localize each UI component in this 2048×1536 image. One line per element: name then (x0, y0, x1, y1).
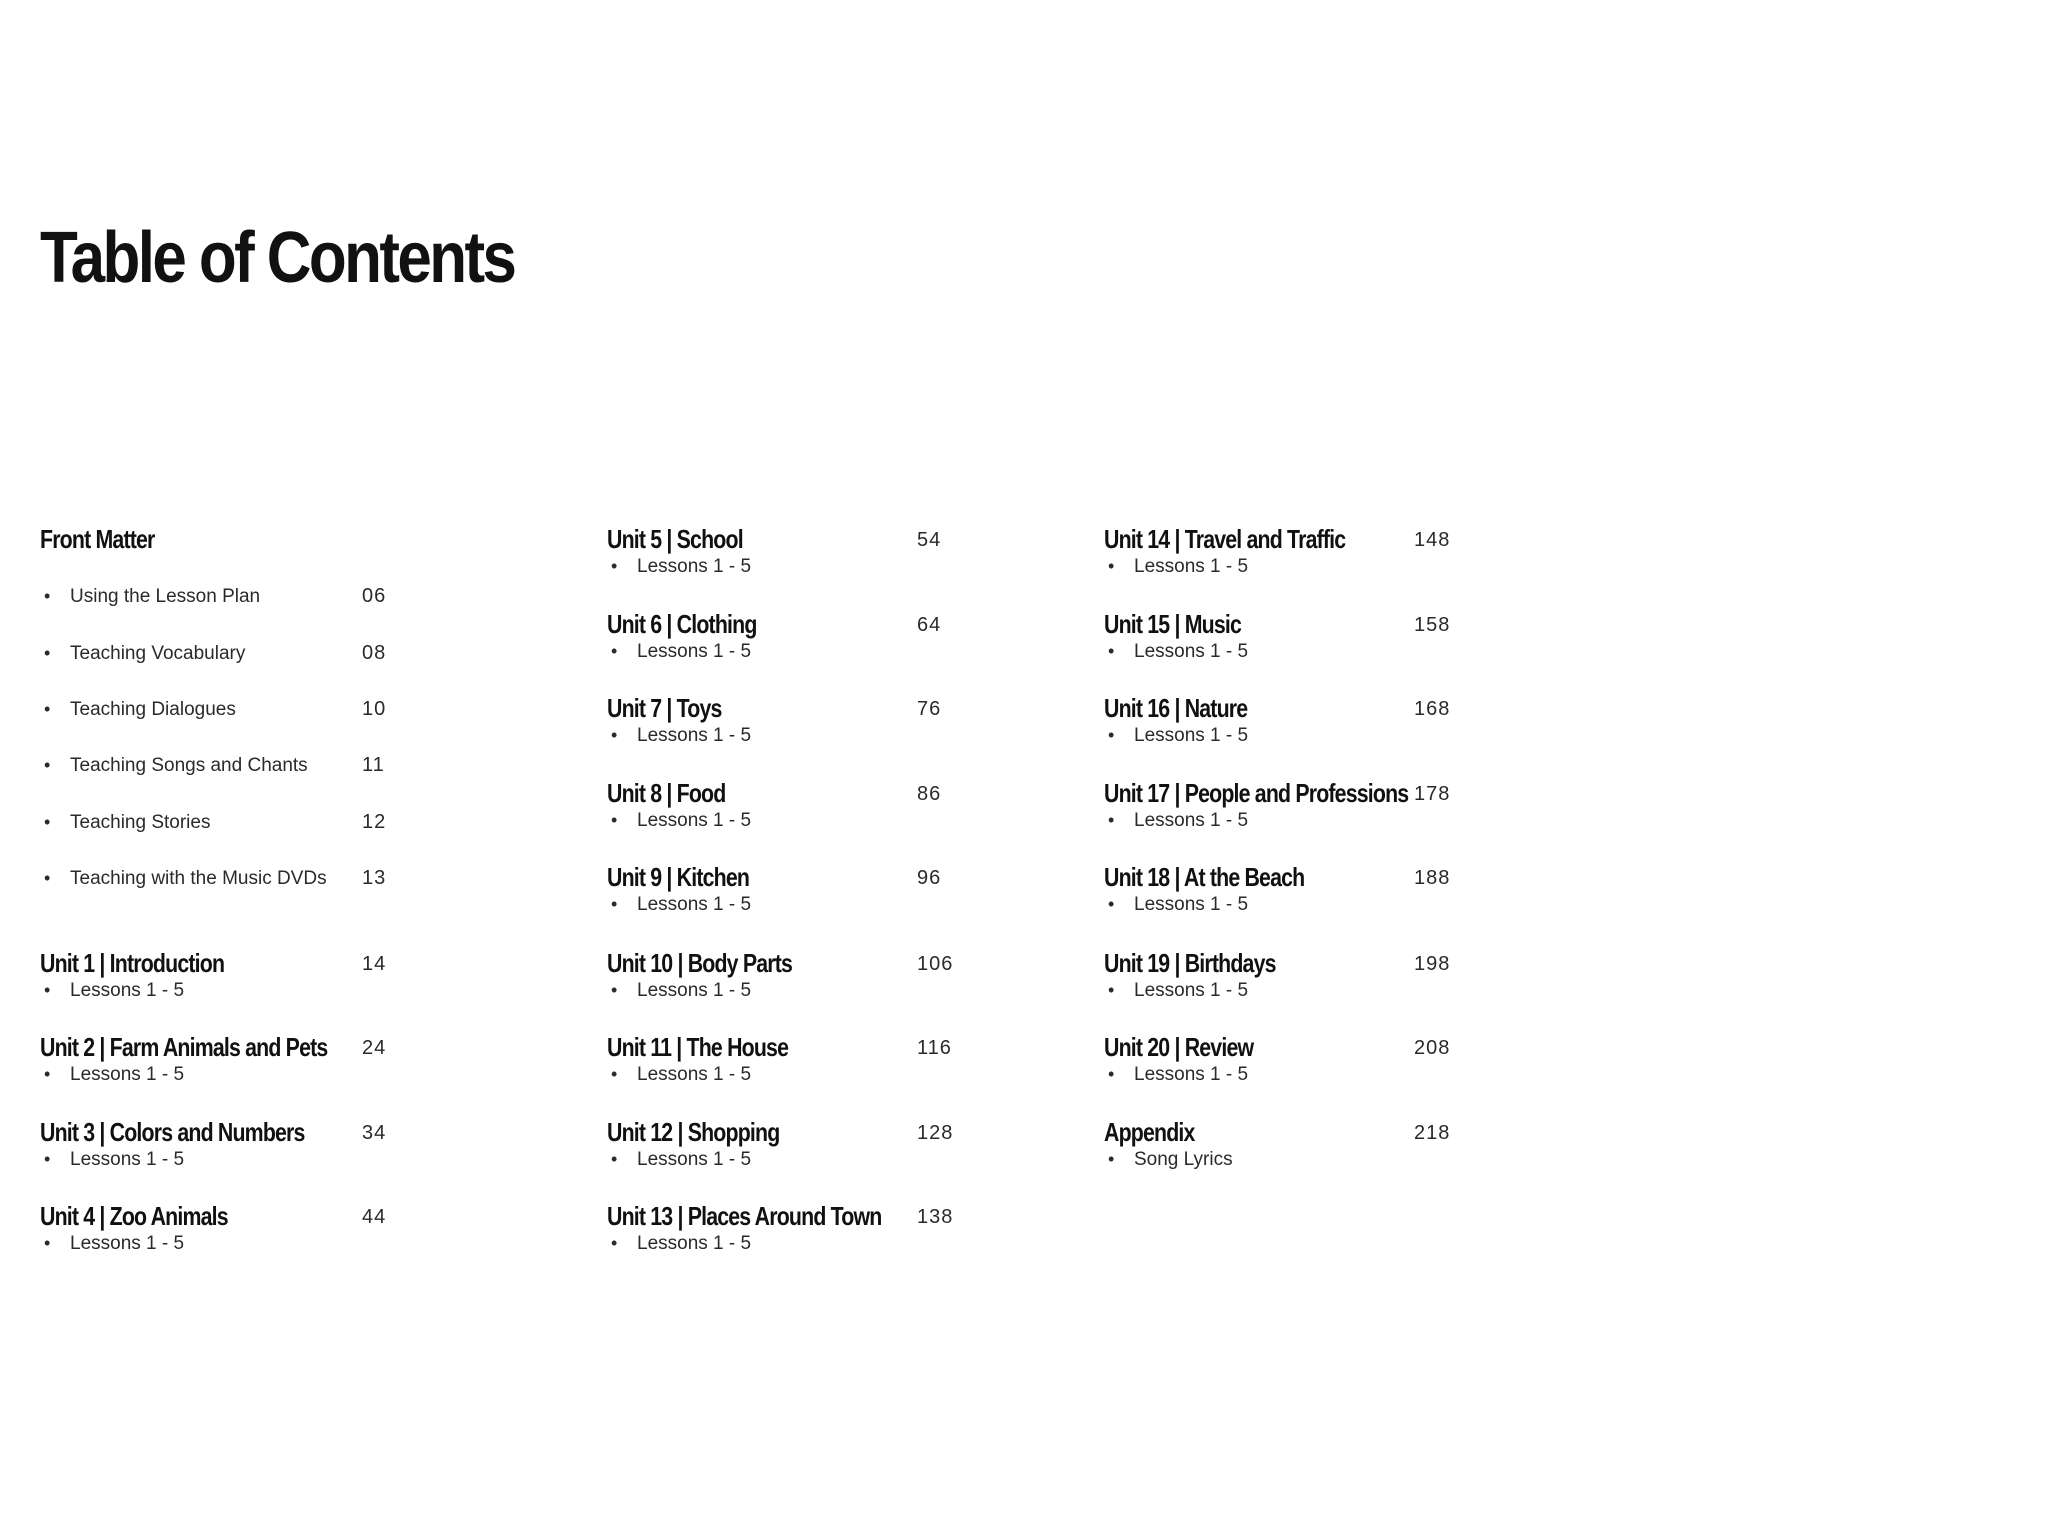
page-number: 138 (917, 1206, 954, 1228)
entry-subitem (1108, 808, 1248, 833)
bullet-icon: • (1108, 894, 1115, 914)
bullet-icon: • (611, 556, 618, 576)
bullet-icon: • (611, 1233, 618, 1253)
entry-title: Unit 12 | Shopping (607, 1117, 780, 1147)
page-number: 116 (917, 1037, 952, 1059)
bullet-icon: • (611, 641, 618, 661)
entry-title: Unit 20 | Review (1104, 1032, 1254, 1062)
front-matter-item-label: Teaching with the Music DVDs (70, 868, 327, 889)
entry-title: Unit 19 | Birthdays (1104, 948, 1276, 978)
page-number: 54 (917, 529, 942, 551)
entry-subitem (1108, 1062, 1248, 1087)
entry-subitem (1108, 554, 1248, 579)
toc-entry[interactable] (1104, 1032, 1454, 1092)
page-number: 148 (1414, 529, 1451, 551)
bullet-icon: • (44, 699, 51, 719)
entry-subitem (44, 1147, 184, 1172)
front-matter-item[interactable] (44, 582, 404, 610)
front-matter-item-label: Teaching Vocabulary (70, 643, 246, 664)
bullet-icon: • (611, 1064, 618, 1084)
page-number: 76 (917, 698, 942, 720)
entry-subitem-label: Lessons 1 - 5 (1134, 810, 1249, 831)
entry-subitem-label: Lessons 1 - 5 (1134, 725, 1249, 746)
entry-title: Unit 14 | Travel and Traffic (1104, 524, 1346, 554)
entry-subitem-label: Lessons 1 - 5 (1134, 641, 1249, 662)
entry-title: Unit 17 | People and Professions (1104, 778, 1409, 808)
entry-subitem-label: Lessons 1 - 5 (70, 1233, 185, 1254)
bullet-icon: • (611, 725, 618, 745)
entry-title: Unit 1 | Introduction (40, 948, 225, 978)
entry-subitem (44, 1231, 184, 1256)
entry-title: Unit 11 | The House (607, 1032, 789, 1062)
bullet-icon: • (44, 755, 51, 775)
entry-title: Unit 13 | Places Around Town (607, 1201, 882, 1231)
toc-entry[interactable] (1104, 524, 1454, 584)
bullet-icon: • (611, 894, 618, 914)
entry-subitem-label: Lessons 1 - 5 (637, 1064, 752, 1085)
front-matter-item-label: Teaching Stories (70, 812, 211, 833)
page-number: 14 (362, 953, 387, 975)
entry-subitem-label: Lessons 1 - 5 (1134, 1064, 1249, 1085)
entry-subitem-label: Lessons 1 - 5 (637, 556, 752, 577)
entry-subitem-label: Lessons 1 - 5 (637, 1149, 752, 1170)
toc-entry[interactable] (1104, 948, 1454, 1008)
bullet-icon: • (44, 812, 51, 832)
front-matter-item[interactable] (44, 864, 404, 892)
entry-subitem (611, 1147, 751, 1172)
page-number: 44 (362, 1206, 387, 1228)
entry-title: Unit 8 | Food (607, 778, 726, 808)
entry-title: Unit 15 | Music (1104, 609, 1242, 639)
entry-subitem (611, 554, 751, 579)
bullet-icon: • (44, 868, 51, 888)
entry-subitem (611, 723, 751, 748)
bullet-icon: • (611, 1149, 618, 1169)
entry-title: Unit 16 | Nature (1104, 693, 1248, 723)
entry-subitem (611, 639, 751, 664)
bullet-icon: • (611, 980, 618, 1000)
page-number: 06 (362, 585, 387, 607)
toc-entry[interactable] (607, 609, 957, 669)
toc-entry[interactable] (607, 862, 957, 922)
front-matter-item-label: Teaching Songs and Chants (70, 755, 308, 776)
entry-subitem (44, 978, 184, 1003)
page-title: Table of Contents (40, 218, 515, 298)
toc-entry[interactable] (40, 1117, 400, 1177)
page-number: 08 (362, 642, 387, 664)
bullet-icon: • (44, 1064, 51, 1084)
bullet-icon: • (44, 1233, 51, 1253)
toc-entry[interactable] (40, 1201, 400, 1261)
toc-entry[interactable] (1104, 693, 1454, 753)
page-number: 158 (1414, 614, 1451, 636)
entry-title: Unit 9 | Kitchen (607, 862, 750, 892)
page-number: 24 (362, 1037, 387, 1059)
front-matter-item[interactable] (44, 639, 404, 667)
entry-subitem (611, 1231, 751, 1256)
entry-subitem (1108, 723, 1248, 748)
bullet-icon: • (1108, 725, 1115, 745)
bullet-icon: • (44, 586, 51, 606)
toc-entry[interactable] (40, 1032, 400, 1092)
page-number: 64 (917, 614, 942, 636)
entry-subitem (1108, 639, 1248, 664)
bullet-icon: • (44, 1149, 51, 1169)
entry-title: Unit 2 | Farm Animals and Pets (40, 1032, 328, 1062)
bullet-icon: • (611, 810, 618, 830)
entry-subitem-label: Lessons 1 - 5 (637, 980, 752, 1001)
entry-subitem-label: Lessons 1 - 5 (637, 1233, 752, 1254)
page-number: 168 (1414, 698, 1451, 720)
bullet-icon: • (44, 980, 51, 1000)
entry-subitem (611, 978, 751, 1003)
entry-subitem-label: Lessons 1 - 5 (70, 980, 185, 1001)
page-number: 12 (362, 811, 387, 833)
page-number: 11 (362, 754, 385, 776)
entry-subitem (611, 1062, 751, 1087)
entry-subitem (44, 1062, 184, 1087)
entry-title: Unit 5 | School (607, 524, 743, 554)
entry-title: Unit 18 | At the Beach (1104, 862, 1305, 892)
entry-title: Unit 6 | Clothing (607, 609, 757, 639)
toc-entry[interactable] (1104, 609, 1454, 669)
front-matter-heading: Front Matter (40, 524, 155, 554)
front-matter-item-label: Using the Lesson Plan (70, 586, 261, 607)
toc-entry[interactable] (607, 1201, 957, 1261)
toc-entry[interactable] (607, 1117, 957, 1177)
page-number: 198 (1414, 953, 1451, 975)
bullet-icon: • (1108, 641, 1115, 661)
entry-subitem (1108, 892, 1248, 917)
front-matter-item[interactable] (44, 751, 404, 779)
entry-subitem-label: Lessons 1 - 5 (70, 1149, 185, 1170)
entry-subitem-label: Lessons 1 - 5 (1134, 894, 1249, 915)
toc-entry[interactable] (607, 1032, 957, 1092)
page-number: 86 (917, 783, 942, 805)
entry-subitem-label: Lessons 1 - 5 (637, 641, 752, 662)
bullet-icon: • (1108, 1064, 1115, 1084)
front-matter-item[interactable] (44, 808, 404, 836)
toc-entry[interactable] (1104, 778, 1454, 838)
bullet-icon: • (1108, 810, 1115, 830)
page-number: 188 (1414, 867, 1451, 889)
toc-entry[interactable] (607, 948, 957, 1008)
entry-title: Unit 3 | Colors and Numbers (40, 1117, 305, 1147)
bullet-icon: • (44, 643, 51, 663)
bullet-icon: • (1108, 556, 1115, 576)
toc-entry[interactable] (1104, 862, 1454, 922)
page-number: 106 (917, 953, 954, 975)
entry-subitem (611, 892, 751, 917)
page-number: 208 (1414, 1037, 1451, 1059)
entry-subitem-label: Lessons 1 - 5 (1134, 980, 1249, 1001)
entry-title: Unit 7 | Toys (607, 693, 722, 723)
entry-subitem (1108, 978, 1248, 1003)
entry-subitem-label: Lessons 1 - 5 (637, 810, 752, 831)
entry-title: Appendix (1104, 1117, 1195, 1147)
page-number: 10 (362, 698, 387, 720)
entry-subitem-label: Lessons 1 - 5 (637, 725, 752, 746)
entry-title: Unit 4 | Zoo Animals (40, 1201, 228, 1231)
toc-entry[interactable] (607, 778, 957, 838)
front-matter-item-label: Teaching Dialogues (70, 699, 236, 720)
page-number: 218 (1414, 1122, 1451, 1144)
entry-subitem-label: Lessons 1 - 5 (637, 894, 752, 915)
toc-entry[interactable] (607, 524, 957, 584)
page-number: 13 (362, 867, 387, 889)
bullet-icon: • (1108, 980, 1115, 1000)
entry-subitem-label: Song Lyrics (1134, 1149, 1233, 1170)
toc-entry[interactable] (1104, 1117, 1454, 1177)
entry-subitem-label: Lessons 1 - 5 (1134, 556, 1249, 577)
entry-subitem (1108, 1147, 1233, 1172)
entry-subitem-label: Lessons 1 - 5 (70, 1064, 185, 1085)
entry-title: Unit 10 | Body Parts (607, 948, 793, 978)
toc-entry[interactable] (40, 948, 400, 1008)
front-matter-item[interactable] (44, 695, 404, 723)
page-number: 178 (1414, 783, 1451, 805)
toc-entry[interactable] (607, 693, 957, 753)
entry-subitem (611, 808, 751, 833)
bullet-icon: • (1108, 1149, 1115, 1169)
page-number: 34 (362, 1122, 387, 1144)
page-number: 128 (917, 1122, 954, 1144)
page-number: 96 (917, 867, 942, 889)
